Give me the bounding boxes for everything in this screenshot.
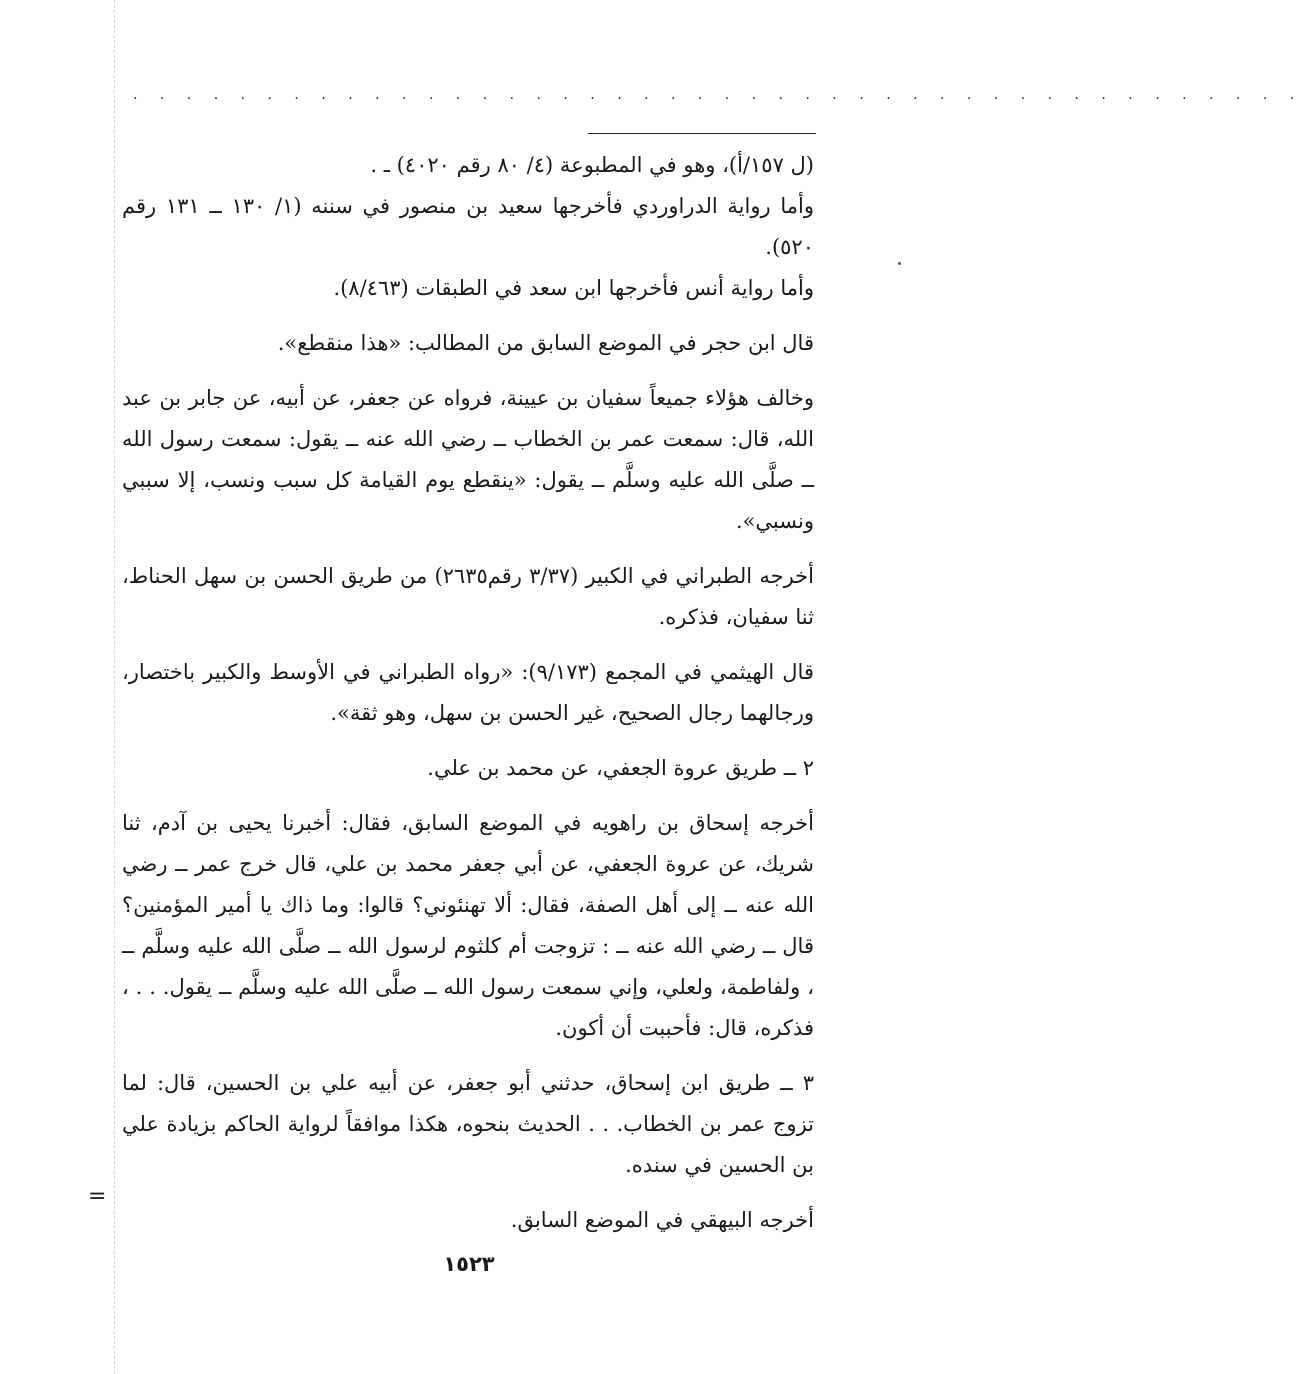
- scan-speck: [898, 262, 901, 265]
- paragraph-1: (ل ١٥٧/أ)، وهو في المطبوعة (٤/ ٨٠ رقم ٤٠٢٠) ـ .: [370, 153, 814, 177]
- paragraph-5: وخالف هؤلاء جميعاً سفيان بن عيينة، فرواه عن جعفر، عن أبيه، عن جابر بن عبد الله، قال: سمعت عمر بن الخطاب ــ رضي الله عنه ــ يقول: سمعت رسول الله ــ صلَّى الله عليه وسلَّم ــ يقول: «ينقطع يوم القيامة كل سبب ونسب، إلا سببي ونسبي».: [122, 386, 814, 533]
- footnote-separator: [588, 133, 816, 134]
- paragraph-7: قال الهيثمي في المجمع (٩/١٧٣): «رواه الطبراني في الأوسط والكبير باختصار، ورجالهما رجال الصحيح، غير الحسن بن سهل، وهو ثقة».: [122, 660, 814, 725]
- section-heading-3: ٣ ــ طريق ابن إسحاق، حدثني أبو جعفر، عن أبيه علي بن الحسين، قال: لما تزوج عمر بن الخطاب. . . الحديث بنحوه، هكذا موافقاً لرواية الحاكم بزيادة علي بن الحسين في سنده.: [122, 1071, 814, 1177]
- paragraph-6: أخرجه الطبراني في الكبير (٣/٣٧ رقم٢٦٣٥) من طريق الحسن بن سهل الحناط، ثنا سفيان، فذكره.: [122, 564, 814, 629]
- section-heading-2: ٢ ــ طريق عروة الجعفي، عن محمد بن علي.: [427, 756, 814, 780]
- paragraph-2: وأما رواية الدراوردي فأخرجها سعيد بن منصور في سننه (١/ ١٣٠ ــ ١٣١ رقم ٥٢٠).: [122, 194, 814, 259]
- page-body: [122, 145, 814, 1241]
- paragraph-9: أخرجه إسحاق بن راهويه في الموضع السابق، فقال: أخبرنا يحيى بن آدم، ثنا شريك، عن عروة الجعفي، عن أبي جعفر محمد بن علي، قال خرج عمر ــ رضي الله عنه ــ إلى أهل الصفة، فقال: ألا تهنئوني؟ قالوا: وما ذاك يا أمير المؤمنين؟ قال ــ رضي الله عنه ــ : تزوجت أم كلثوم لرسول الله ــ صلَّى الله عليه وسلَّم ــ ، ولفاطمة، ولعلي، وإني سمعت رسول الله ــ صلَّى الله عليه وسلَّم ــ يقول. . . ، فذكره، قال: فأحببت أن أكون.: [122, 811, 814, 1040]
- scan-edge-line: [114, 0, 115, 1374]
- margin-continuation-mark: =: [88, 1184, 107, 1209]
- paragraph-3: وأما رواية أنس فأخرجها ابن سعد في الطبقات (٨/٤٦٣).: [333, 276, 814, 300]
- paragraph-11: أخرجه البيهقي في الموضع السابق.: [510, 1208, 814, 1232]
- page-number: ١٥٢٣: [443, 1252, 495, 1276]
- header-dotted-rule: · · · · · · · · · · · · · · · · · · · · · · · · · · · · · · · · · · · · · · · · · · · ·: [133, 91, 1303, 107]
- paragraph-4: قال ابن حجر في الموضع السابق من المطالب: «هذا منقطع».: [277, 331, 814, 355]
